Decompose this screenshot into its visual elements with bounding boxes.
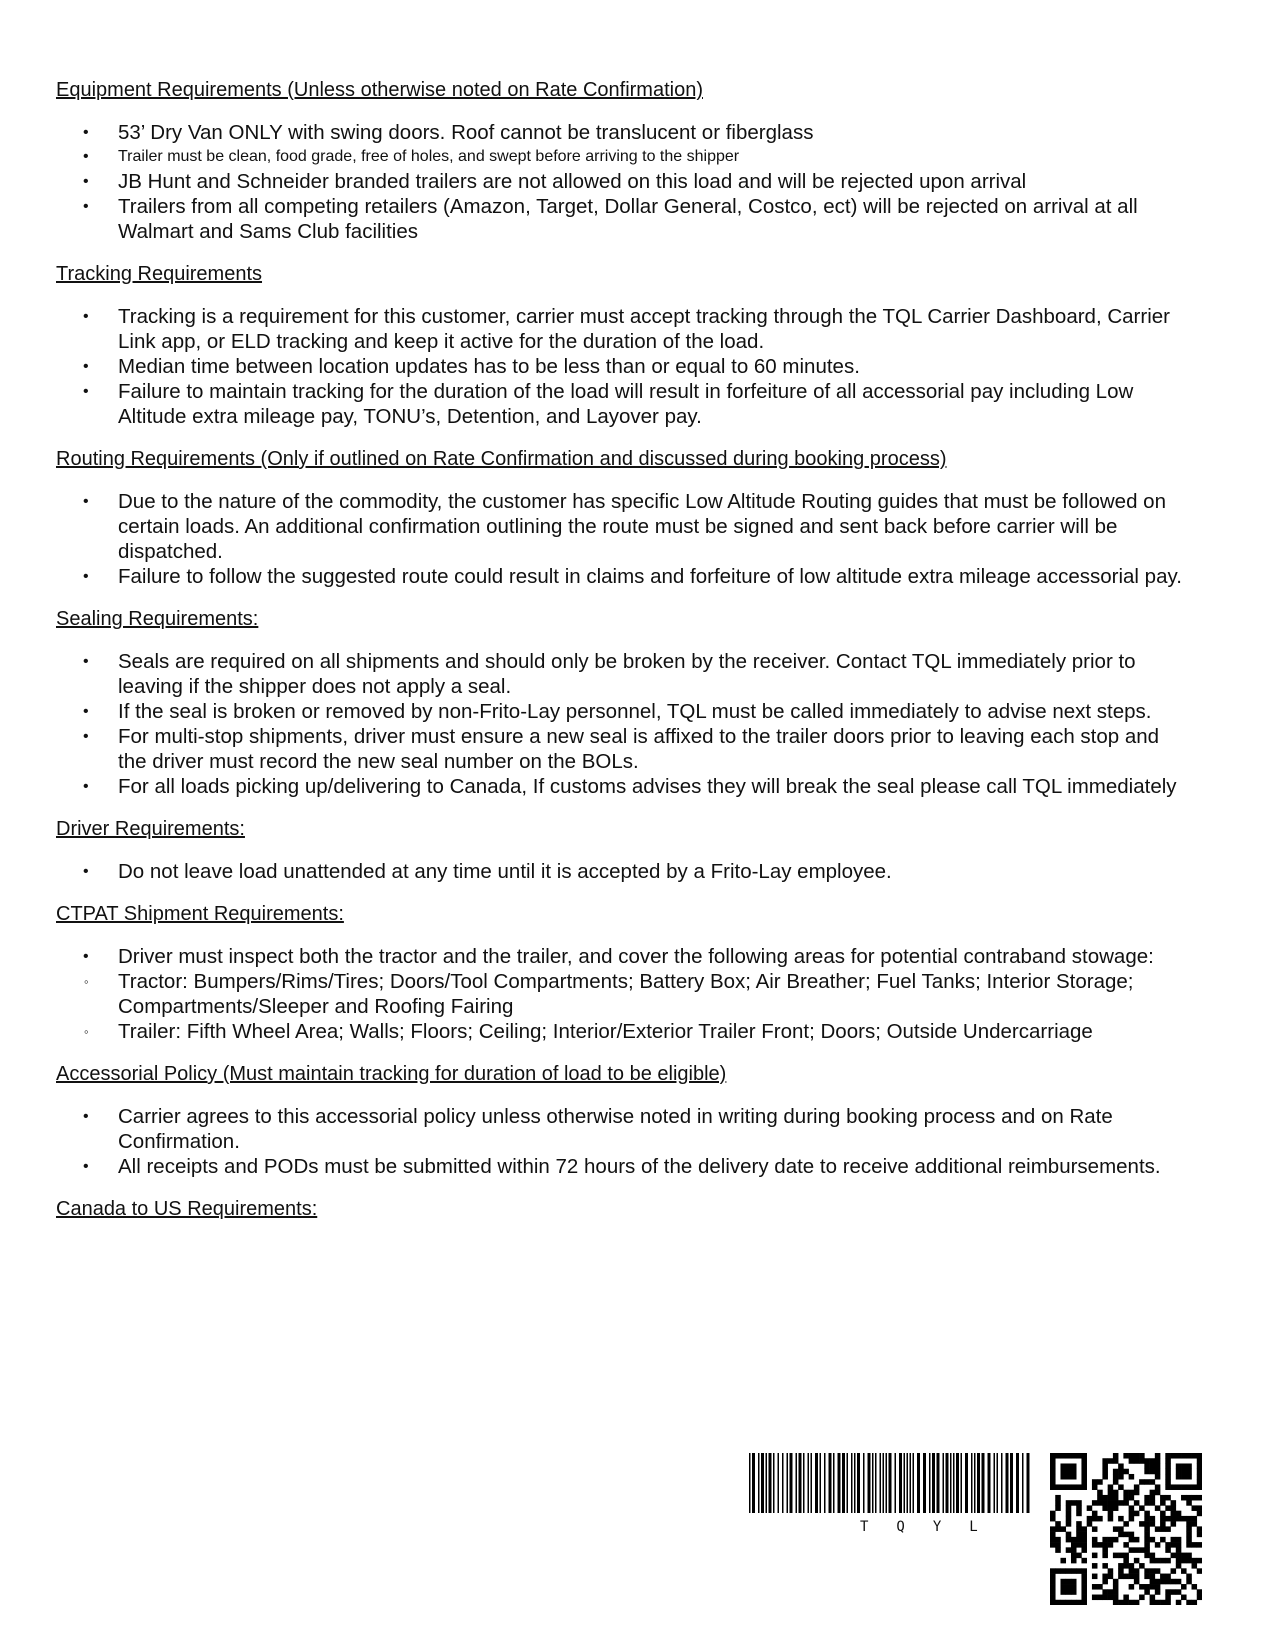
section [56,1062,1186,1179]
section-heading: Tracking Requirements [56,263,263,285]
bullet-text: Failure to follow the suggested route could result in claims and forfeiture of low altitude extra mileage accessorial pay. [118,565,1182,588]
bullet-text: Carrier agrees to this accessorial policy unless otherwise noted in writing during booking process and on Rate Confirmation. [118,1105,1113,1153]
section-heading: Accessorial Policy (Must maintain tracking for duration of load to be eligible) [56,1063,727,1085]
bullet-text: If the seal is broken or removed by non-Frito-Lay personnel, TQL must be called immediately to advise next steps. [118,700,1152,723]
bullet-text: JB Hunt and Schneider branded trailers are not allowed on this load and will be rejected upon arrival [118,170,1027,193]
bullet-item [56,304,1186,354]
bullet-item [56,194,1186,244]
bullet-text: Median time between location updates has to be less than or equal to 60 minutes. [118,355,860,378]
bullet-text: Trailer must be clean, food grade, free of holes, and swept before arriving to the shipper [118,148,740,165]
bullet-text: 53’ Dry Van ONLY with swing doors. Roof cannot be translucent or fiberglass [118,121,814,144]
bullet-item [56,1154,1186,1179]
bullet-item [56,944,1186,1044]
document-body [56,78,1186,1239]
bullet-item [56,169,1186,194]
barcode-text: TQYL [860,1519,1006,1535]
section [56,262,1186,429]
bullet-item [56,1104,1186,1154]
bullet-item [56,379,1186,429]
codes-area [745,1453,1205,1613]
bullet-text: Driver must inspect both the tractor and the trailer, and cover the following areas for potential contraband stowage: [118,945,1154,968]
section-heading: Routing Requirements (Only if outlined on Rate Confirmation and discussed during booking process) [56,448,947,470]
bullet-text: Seals are required on all shipments and should only be broken by the receiver. Contact TQL immediately prior to leaving if the shipper does not apply a seal. [118,650,1136,698]
bullet-list [56,649,1186,799]
bullet-item [56,120,1186,145]
bullet-text: Due to the nature of the commodity, the customer has specific Low Altitude Routing guides that must be followed on certain loads. An additional confirmation outlining the route must be signed and sent back before carrier will be dispatched. [118,490,1166,563]
bullet-text: Trailers from all competing retailers (Amazon, Target, Dollar General, Costco, ect) will be rejected on arrival at all Walmart and Sams Club facilities [118,195,1138,243]
section [56,447,1186,589]
bullet-list [56,120,1186,244]
bullet-list [56,859,1186,884]
barcode-icon [745,1453,1035,1528]
bullet-text: Failure to maintain tracking for the duration of the load will result in forfeiture of all accessorial pay including Low Altitude extra mileage pay, TONU’s, Detention, and Layover pay. [118,380,1134,428]
bullet-text: For multi-stop shipments, driver must ensure a new seal is affixed to the trailer doors prior to leaving each stop and the driver must record the new seal number on the BOLs. [118,725,1160,773]
bullet-list [56,489,1186,589]
section [56,902,1186,1044]
section-heading: Driver Requirements: [56,818,245,840]
section-heading: Canada to US Requirements: [56,1198,318,1220]
bullet-list [56,944,1186,1044]
bullet-item [56,774,1186,799]
bullet-text: All receipts and PODs must be submitted within 72 hours of the delivery date to receive additional reimbursements. [118,1155,1161,1178]
section [56,1197,1186,1221]
section-heading: Equipment Requirements (Unless otherwise noted on Rate Confirmation) [56,79,703,101]
bullet-text: For all loads picking up/delivering to Canada, If customs advises they will break the seal please call TQL immediately [118,775,1177,798]
section-heading: Sealing Requirements: [56,608,259,630]
sub-bullet-item: ◦ Trailer: Fifth Wheel Area; Walls; Floors; Ceiling; Interior/Exterior Trailer Front; Doors; Outside Undercarriage [56,1019,1186,1044]
bullet-item [56,489,1186,564]
section [56,78,1186,244]
bullet-item [56,699,1186,724]
bullet-item [56,649,1186,699]
bullet-list [56,304,1186,429]
section [56,817,1186,884]
bullet-text: Tracking is a requirement for this customer, carrier must accept tracking through the TQL Carrier Dashboard, Carrier Link app, or ELD tracking and keep it active for the duration of the load. [118,305,1170,353]
bullet-item [56,145,1186,169]
section-heading: CTPAT Shipment Requirements: [56,903,344,925]
bullet-text: Do not leave load unattended at any time until it is accepted by a Frito-Lay employee. [118,860,892,883]
bullet-list [56,1104,1186,1179]
bullet-item [56,724,1186,774]
qr-code-icon [1050,1453,1202,1605]
bullet-item [56,564,1186,589]
bullet-item [56,859,1186,884]
sub-bullet-item: ◦ Tractor: Bumpers/Rims/Tires; Doors/Tool Compartments; Battery Box; Air Breather; Fuel Tanks; Interior Storage; Compartments/Sleeper and Roofing Fairing [56,969,1186,1019]
sub-bullet-list [56,969,1186,1044]
section [56,607,1186,799]
bullet-item [56,354,1186,379]
